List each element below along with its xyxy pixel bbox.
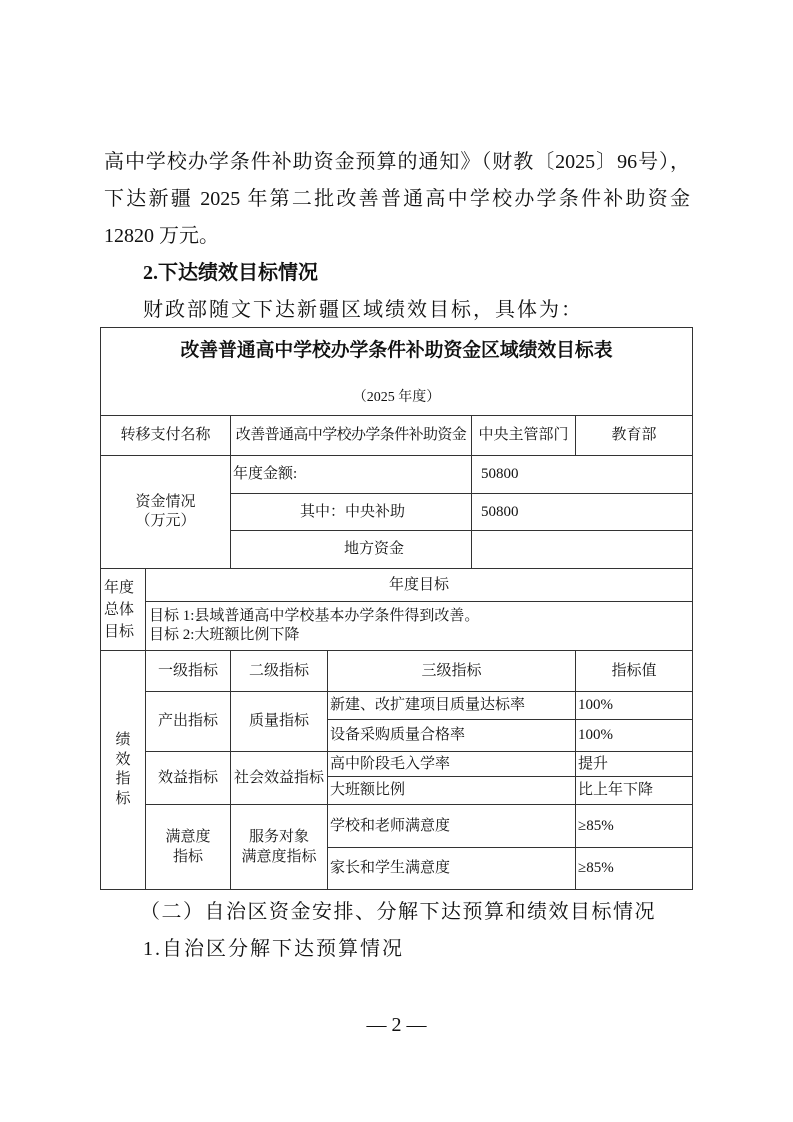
funds-row-value: 50800 xyxy=(472,494,693,531)
level2-cell xyxy=(231,805,328,890)
level3-cell: 学校和老师满意度 xyxy=(328,805,576,848)
intro-text: 财政部随文下达新疆区域绩效目标，具体为： xyxy=(143,299,583,321)
level2-cell: 社会效益指标 xyxy=(231,752,328,805)
section-heading: （二）自治区资金安排、分解下达预算和绩效目标情况 xyxy=(140,901,656,923)
level1-cell: 效益指标 xyxy=(146,752,231,805)
header-level3: 三级指标 xyxy=(328,651,576,692)
indicator-row xyxy=(101,805,693,848)
level2-line: 服务对象 xyxy=(248,829,309,845)
indicator-row xyxy=(101,752,693,777)
header-value: 指标值 xyxy=(576,651,693,692)
level3-cell: 设备采购质量合格率 xyxy=(328,720,576,752)
goal-item: 目标 1:县域普通高中学校基本办学条件得到改善。 xyxy=(149,608,480,624)
annual-goals-side-label xyxy=(101,569,146,651)
transfer-row xyxy=(101,416,693,456)
side-label-line: 年度 xyxy=(104,579,135,596)
dept-label: 中央主管部门 xyxy=(472,416,576,456)
funds-row-label: 年度金额: xyxy=(231,456,472,494)
table-title-row xyxy=(101,328,693,416)
funds-row-label: 地方资金 xyxy=(231,531,472,569)
indicator-value: ≥85% xyxy=(576,848,693,890)
level2-line: 满意度指标 xyxy=(241,849,317,865)
performance-target-table xyxy=(100,327,693,890)
funds-label-line-1: 资金情况 xyxy=(135,494,196,510)
level3-cell: 家长和学生满意度 xyxy=(328,848,576,890)
annual-goals-header-row xyxy=(101,569,693,602)
goal-item: 目标 2:大班额比例下降 xyxy=(149,627,300,643)
funds-row xyxy=(101,456,693,494)
table-title: 改善普通高中学校办学条件补助资金区域绩效目标表 xyxy=(180,340,613,361)
level1-cell: 产出指标 xyxy=(146,692,231,752)
header-level1: 一级指标 xyxy=(146,651,231,692)
dept-value: 教育部 xyxy=(576,416,693,456)
level2-cell: 质量指标 xyxy=(231,692,328,752)
table-year: （2025 年度） xyxy=(352,390,441,405)
level3-cell: 大班额比例 xyxy=(328,777,576,805)
side-label-line: 总体 xyxy=(104,601,135,618)
level1-line: 指标 xyxy=(172,849,203,865)
side-label-char: 指 xyxy=(115,771,131,787)
side-label-char: 标 xyxy=(115,790,131,807)
funds-row-value: 50800 xyxy=(472,456,693,494)
indicator-value: ≥85% xyxy=(576,805,693,848)
indicators-side-label xyxy=(101,651,146,890)
table-title-cell xyxy=(101,328,693,416)
annual-goals-list xyxy=(146,602,693,651)
header-level2: 二级指标 xyxy=(231,651,328,692)
annual-goals-row xyxy=(101,602,693,651)
section-heading-performance-targets: 2.下达绩效目标情况 xyxy=(143,262,318,284)
indicator-value: 提升 xyxy=(576,752,693,777)
paragraph-line-3: 12820 万元。 xyxy=(104,225,219,247)
funds-label-line-2: （万元） xyxy=(135,513,196,529)
subheading: 1.自治区分解下达预算情况 xyxy=(143,938,404,960)
page-number: — 2 — xyxy=(366,1014,427,1036)
level1-cell xyxy=(146,805,231,890)
side-label-char: 效 xyxy=(115,751,131,768)
indicator-value: 100% xyxy=(576,720,693,752)
transfer-value: 改善普通高中学校办学条件补助资金 xyxy=(231,416,472,456)
level1-line: 满意度 xyxy=(165,829,211,845)
side-label-line: 目标 xyxy=(104,623,135,640)
indicator-row xyxy=(101,692,693,720)
annual-goals-header: 年度目标 xyxy=(146,569,693,602)
level3-cell: 高中阶段毛入学率 xyxy=(328,752,576,777)
paragraph-line-2: 下达新疆 2025 年第二批改善普通高中学校办学条件补助资金 xyxy=(104,188,690,210)
funds-row-label: 其中：中央补助 xyxy=(231,494,472,531)
funds-row-value xyxy=(472,531,693,569)
paragraph-line-1: 高中学校办学条件补助资金预算的通知》（财教〔2025〕96号）， xyxy=(104,151,690,173)
side-label-char: 绩 xyxy=(115,732,131,748)
indicator-value: 100% xyxy=(576,692,693,720)
funds-label xyxy=(101,456,231,569)
indicator-header-row xyxy=(101,651,693,692)
transfer-label: 转移支付名称 xyxy=(101,416,231,456)
indicator-value: 比上年下降 xyxy=(576,777,693,805)
level3-cell: 新建、改扩建项目质量达标率 xyxy=(328,692,576,720)
